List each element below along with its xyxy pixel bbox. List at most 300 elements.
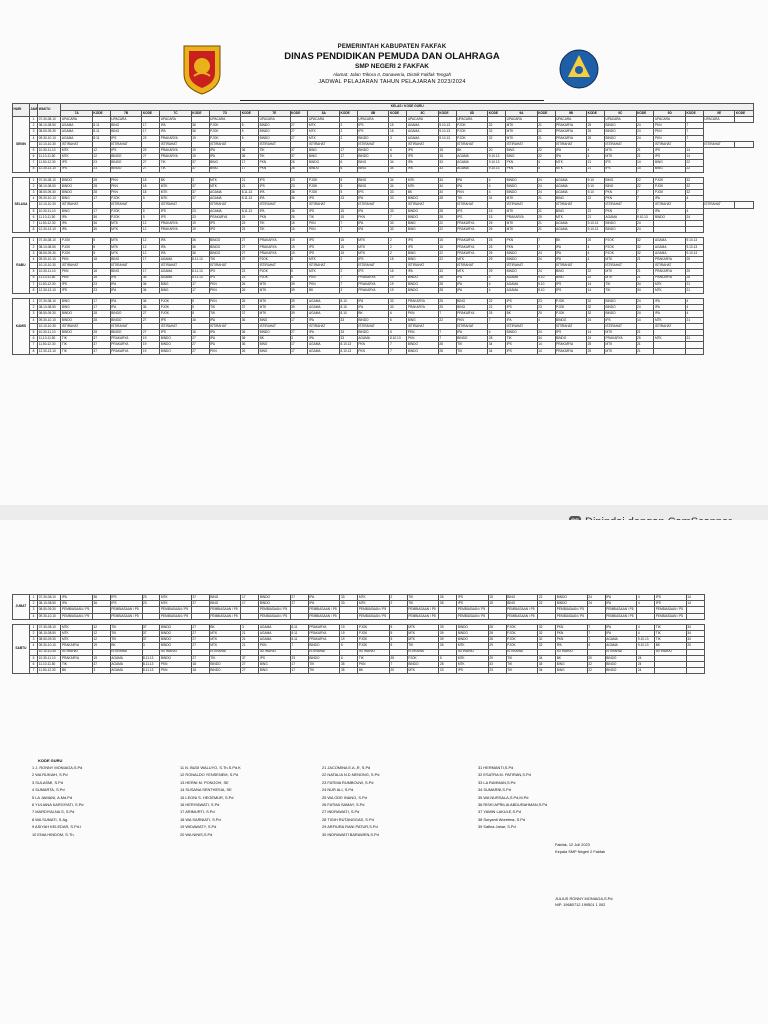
teacher-code-cell: 33: [438, 166, 456, 172]
subject-cell: TIK: [61, 336, 93, 342]
teacher-legend-item: 16 HERIYAWATI, S.Pd: [180, 802, 220, 808]
day-name: SELASA: [13, 177, 30, 233]
subject-cell: BINDO: [160, 655, 192, 661]
subject-cell: MTK: [308, 269, 340, 275]
subject-cell: IPS: [357, 256, 389, 262]
subject-cell: ISTIRAHAT: [506, 141, 538, 147]
subject-cell: PJOK: [160, 299, 192, 305]
subject-cell: PKN: [209, 348, 241, 354]
subject-cell: MTK: [61, 624, 93, 630]
subject-cell: PKN: [556, 637, 588, 643]
subject-cell: AGAMA: [605, 643, 637, 649]
subject-cell: IPA: [160, 244, 192, 250]
subject-cell: ISTIRAHAT: [110, 323, 142, 329]
subject-cell: PKN: [110, 177, 142, 183]
subject-cell: IPA: [605, 624, 637, 630]
subject-cell: PRAKARYA: [456, 311, 488, 317]
subject-cell: BINDO: [605, 655, 637, 661]
period-time: 08.50-09.30: [38, 637, 61, 643]
teacher-code-cell: 7: [389, 342, 407, 348]
teacher-code-cell: 15: [438, 147, 456, 153]
teacher-code-cell: 9.10: [587, 183, 605, 189]
teacher-code-cell: 9.10.13: [685, 250, 703, 256]
subject-cell: IPS: [110, 135, 142, 141]
subject-cell: MTK: [160, 183, 192, 189]
teacher-code-cell: 3: [241, 624, 259, 630]
teacher-code-cell: 36: [241, 336, 259, 342]
subject-cell: MTK: [407, 668, 439, 674]
subject-cell: IPS: [308, 250, 340, 256]
teacher-code-cell: 19: [191, 227, 209, 233]
subject-cell: TIK: [308, 214, 340, 220]
teacher-code-cell: 4: [488, 183, 506, 189]
teacher-code-cell: 2: [340, 269, 358, 275]
teacher-code-cell: 3: [142, 643, 160, 649]
subject-cell: IPS: [110, 147, 142, 153]
subject-cell: IPS: [506, 342, 538, 348]
teacher-code-cell: 8.11.13: [191, 269, 209, 275]
teacher-code-cell: 17: [142, 256, 160, 262]
teacher-legend-item: 29 ARFIURA RANI PATUR,S.Pd: [322, 824, 378, 830]
teacher-code-cell: 5: [142, 208, 160, 214]
teacher-legend-item: 7 MARDIYALNA S, S.Pd: [32, 809, 75, 815]
subject-cell: IPS: [259, 177, 291, 183]
subject-cell: TIK: [259, 154, 291, 160]
teacher-code-cell: 24: [636, 227, 654, 233]
teacher-code-cell: 26: [241, 287, 259, 293]
teacher-code-cell: 32: [685, 190, 703, 196]
teacher-code-cell: 22: [537, 154, 555, 160]
subject-cell: PKN: [160, 661, 192, 667]
subject-cell: MTK: [110, 244, 142, 250]
teacher-code-cell: 7: [438, 336, 456, 342]
subject-cell: PKN: [110, 190, 142, 196]
subject-cell: PJOK: [654, 177, 686, 183]
subject-cell: MTK: [61, 154, 93, 160]
teacher-code-cell: 4: [587, 250, 605, 256]
subject-cell: IPA: [407, 160, 439, 166]
subject-cell: TIK: [456, 196, 488, 202]
teacher-code-cell: 33: [340, 601, 358, 607]
subject-cell: MTK: [605, 147, 637, 153]
teacher-code-cell: 36: [142, 281, 160, 287]
teacher-code-cell: 7: [340, 221, 358, 227]
subject-cell: BING: [555, 269, 587, 275]
subject-cell: AGAMA: [555, 177, 587, 183]
teacher-code-cell: 36: [241, 317, 259, 323]
teacher-code-cell: 24: [637, 655, 655, 661]
teacher-legend-item: 5 LA JAMANI, A.Md.Pd: [32, 794, 73, 800]
subject-cell: PJOK: [259, 269, 291, 275]
subject-cell: MTK: [110, 227, 142, 233]
subject-cell: PKN: [456, 317, 488, 323]
teacher-code-cell: 37: [290, 147, 308, 153]
teacher-code-cell: 21: [587, 214, 605, 220]
teacher-code-cell: 12: [142, 221, 160, 227]
subject-cell: BINDO: [654, 214, 686, 220]
teacher-code-cell: 19: [191, 154, 209, 160]
teacher-code-cell: 25: [685, 269, 703, 275]
period-time: 10.10-10.30: [38, 649, 61, 655]
letterhead-rule: [240, 100, 544, 101]
teacher-code-cell: 5: [389, 630, 407, 636]
subject-cell: ISTIRAHAT: [357, 323, 389, 329]
teacher-code-cell: 16: [191, 317, 209, 323]
schedule-table-page1: [12, 103, 754, 355]
subject-cell: PRAKARYA: [456, 221, 488, 227]
subject-cell: IPA: [110, 275, 142, 281]
subject-cell: IPS: [407, 244, 439, 250]
subject-cell: ISTIRAHAT: [654, 263, 686, 269]
subject-cell: MTK: [357, 244, 389, 250]
subject-cell: PEMBIASAAN / P5: [605, 613, 637, 619]
teacher-code-cell: 29: [488, 643, 506, 649]
period-time: 11.10-11.50: [38, 154, 61, 160]
teacher-code-cell: 25: [488, 311, 506, 317]
legend-column-4: [478, 764, 547, 831]
teacher-code-cell: 37: [192, 595, 210, 601]
subject-cell: MTK: [605, 342, 637, 348]
teacher-code-cell: 21: [537, 129, 555, 135]
subject-cell: IPA: [110, 299, 142, 305]
teacher-legend-item: 3 SULASMI, S.Pd: [32, 779, 63, 785]
subject-cell: PEMBIASAAN / P5: [407, 607, 439, 613]
teacher-code-cell: 8.11.13: [142, 661, 160, 667]
subject-cell: MTK: [160, 190, 192, 196]
subject-cell: ISTIRAHAT: [209, 202, 241, 208]
subject-cell: MTK: [506, 135, 538, 141]
teacher-code-cell: 25: [587, 135, 605, 141]
teacher-code-cell: 8.11.13: [241, 190, 259, 196]
teacher-code-cell: 2: [340, 123, 358, 129]
teacher-code-cell: 14: [636, 166, 654, 172]
teacher-code-cell: 24: [537, 190, 555, 196]
teacher-legend-item: 10 ENIA HINDOM, S.Th.: [32, 831, 75, 837]
teacher-code-cell: 17: [241, 166, 259, 172]
teacher-code-cell: 19: [340, 630, 358, 636]
teacher-code-cell: 4: [637, 601, 655, 607]
teacher-code-cell: 18: [142, 190, 160, 196]
teacher-code-cell: 35: [439, 595, 457, 601]
subject-cell: PRAKARYA: [456, 238, 488, 244]
subject-cell: BK: [407, 190, 439, 196]
subject-cell: BINDO: [308, 160, 340, 166]
teacher-code-cell: 19: [93, 643, 111, 649]
teacher-code-cell: 29: [488, 269, 506, 275]
teacher-code-cell: 15: [340, 244, 358, 250]
teacher-code-cell: [735, 117, 754, 123]
subject-cell: BING: [506, 147, 538, 153]
period-number: 4: [29, 317, 37, 323]
subject-cell: BK: [357, 311, 389, 317]
kode-header: KODE: [438, 110, 456, 117]
subject-cell: PKN: [407, 311, 439, 317]
subject-cell: IPA: [456, 287, 488, 293]
subject-cell: BINDO: [506, 177, 538, 183]
subject-cell: BING: [259, 661, 291, 667]
subject-cell: BING: [61, 196, 93, 202]
teacher-code-cell: 7: [438, 330, 456, 336]
header-school: SMP NEGERI 2 FAKFAK: [355, 63, 429, 70]
teacher-code-cell: 9.10.13: [488, 154, 506, 160]
subject-cell: PEMBIASAAN / P5: [655, 607, 687, 613]
period-time: 08.50-09.30: [38, 250, 61, 256]
subject-cell: ISTIRAHAT: [61, 649, 93, 655]
teacher-code-cell: 19: [389, 287, 407, 293]
subject-cell: PRAKARYA: [555, 342, 587, 348]
teacher-code-cell: 4: [685, 311, 703, 317]
period-number: 4: [29, 196, 37, 202]
subject-cell: MTK: [555, 166, 587, 172]
teacher-code-cell: 17: [142, 123, 160, 129]
subject-cell: BINDO: [259, 123, 291, 129]
subject-cell: PEMBIASAAN / P5: [407, 613, 439, 619]
subject-cell: BING: [456, 305, 488, 311]
teacher-code-cell: 29: [488, 655, 506, 661]
subject-cell: ISTIRAHAT: [456, 263, 488, 269]
teacher-code-cell: 9.10.13: [685, 244, 703, 250]
teacher-code-cell: 4: [537, 317, 555, 323]
subject-cell: BINDO: [555, 317, 587, 323]
period-number: 1: [29, 177, 37, 183]
teacher-legend-item: 2 WA RUKIAH, S.Pd: [32, 772, 68, 778]
subject-cell: PJOK: [605, 238, 637, 244]
subject-cell: TIK: [605, 287, 637, 293]
period-number: 1: [29, 595, 37, 601]
subject-cell: BINDO: [456, 336, 488, 342]
class-header: 9E: [703, 110, 735, 117]
subject-cell: BINDO: [605, 661, 637, 667]
teacher-code-cell: 4: [685, 299, 703, 305]
subject-cell: IPA: [506, 317, 538, 323]
teacher-code-cell: 5: [340, 183, 358, 189]
teacher-code-cell: 4: [637, 624, 655, 630]
class-header: 9A: [506, 110, 538, 117]
subject-cell: IPS: [555, 287, 587, 293]
teacher-code-cell: 36: [290, 196, 308, 202]
teacher-code-cell: 32: [636, 238, 654, 244]
teacher-code-cell: 33: [340, 330, 358, 336]
teacher-code-cell: 19: [340, 624, 358, 630]
subject-cell: PRAKARYA: [160, 227, 192, 233]
subject-cell: MTK: [358, 601, 390, 607]
subject-cell: BING: [160, 281, 192, 287]
subject-cell: ISTIRAHAT: [556, 649, 588, 655]
subject-cell: IPS: [209, 269, 241, 275]
subject-cell: AGAMA: [160, 275, 192, 281]
teacher-code-cell: 27: [192, 630, 210, 636]
subject-cell: PRAKARYA: [160, 221, 192, 227]
teacher-code-cell: 4: [685, 305, 703, 311]
teacher-code-cell: 17: [290, 661, 308, 667]
teacher-code-cell: 14: [685, 154, 703, 160]
subject-cell: PEMBIASAAN / P5: [457, 607, 489, 613]
subject-cell: IPS: [407, 238, 439, 244]
subject-cell: IPS: [259, 655, 291, 661]
subject-cell: IPA: [407, 269, 439, 275]
subject-cell: TIK: [259, 221, 291, 227]
teacher-code-cell: 32: [685, 177, 703, 183]
subject-cell: IPA: [61, 221, 93, 227]
teacher-code-cell: 36: [142, 299, 160, 305]
subject-cell: BING: [209, 595, 241, 601]
teacher-code-cell: 8.10: [340, 305, 358, 311]
subject-cell: ISTIRAHAT: [259, 141, 291, 147]
class-header: 9D: [654, 110, 686, 117]
teacher-code-cell: 32: [587, 299, 605, 305]
teacher-code-cell: 36: [191, 244, 209, 250]
subject-cell: PEMBIASAAN / P5: [308, 607, 340, 613]
subject-cell: PEMBIASAAN / P5: [110, 607, 142, 613]
subject-cell: ISTIRAHAT: [407, 323, 439, 329]
teacher-code-cell: 6: [389, 147, 407, 153]
subject-cell: BINDO: [407, 661, 439, 667]
subject-cell: BING: [357, 177, 389, 183]
teacher-code-cell: 17: [290, 317, 308, 323]
teacher-code-cell: 9.10.13: [636, 214, 654, 220]
subject-cell: ISTIRAHAT: [407, 649, 439, 655]
teacher-code-cell: 29: [488, 256, 506, 262]
teacher-code-cell: 24: [636, 311, 654, 317]
subject-cell: BINDO: [555, 336, 587, 342]
subject-cell: PEMBIASAAN / P5: [457, 613, 489, 619]
subject-cell: MTK: [506, 221, 538, 227]
teacher-code-cell: 5: [191, 305, 209, 311]
subject-cell: PKN: [654, 135, 686, 141]
teacher-code-cell: 23: [340, 196, 358, 202]
subject-cell: BINDO: [209, 668, 241, 674]
subject-cell: BING: [259, 348, 291, 354]
subject-cell: PJOK: [654, 183, 686, 189]
period-time: 11.10-11.50: [38, 336, 61, 342]
period-time: 10.30-11.10: [38, 208, 61, 214]
subject-cell: BING: [555, 196, 587, 202]
teacher-legend-item: 39 Safina Jahar, S.Pd: [478, 824, 516, 830]
subject-cell: BING: [209, 601, 241, 607]
subject-cell: BINDO: [61, 177, 93, 183]
teacher-code-cell: 7: [290, 643, 308, 649]
teacher-code-cell: 15: [438, 154, 456, 160]
subject-cell: TIK: [110, 630, 142, 636]
subject-cell: BINDO: [457, 630, 489, 636]
subject-cell: BINDO: [407, 214, 439, 220]
subject-cell: TIK: [655, 637, 687, 643]
subject-cell: PRAKARYA: [357, 275, 389, 281]
teacher-legend-item: 6 YULIANA KARGIYATI, S.Pd: [32, 802, 84, 808]
period-time: 08.50-09.30: [38, 607, 61, 613]
signature-title: Kepala SMP Negeri 2 Fakfak: [555, 849, 606, 854]
teacher-code-cell: 36: [290, 208, 308, 214]
teacher-code-cell: 17: [241, 160, 259, 166]
subject-cell: AGAMA: [259, 637, 291, 643]
subject-cell: PJOK: [605, 250, 637, 256]
teacher-code-cell: 15: [488, 601, 506, 607]
subject-cell: AGAMA: [407, 135, 439, 141]
subject-cell: IPS: [160, 214, 192, 220]
teacher-code-cell: 22: [587, 661, 605, 667]
teacher-code-cell: 6: [389, 154, 407, 160]
period-number: 2: [29, 183, 37, 189]
subject-cell: PKN: [358, 661, 390, 667]
subject-cell: MTK: [209, 630, 241, 636]
subject-cell: PRAKARYA: [209, 214, 241, 220]
subject-cell: TIK: [407, 643, 439, 649]
period-number: 1: [29, 238, 37, 244]
subject-cell: ISTIRAHAT: [605, 263, 637, 269]
teacher-legend-item: 31 HERMANTI,S.Pd: [478, 765, 514, 770]
subject-cell: MTK: [160, 196, 192, 202]
subject-cell: AGAMA: [308, 311, 340, 317]
subject-cell: ISTIRAHAT: [654, 141, 686, 147]
subject-cell: ISTIRAHAT: [605, 649, 637, 655]
subject-cell: ISTIRAHAT: [605, 323, 637, 329]
teacher-code-cell: 17: [290, 342, 308, 348]
teacher-legend-item: 19 WIDAWATY, S.Pd: [180, 824, 217, 830]
teacher-code-cell: 7: [389, 348, 407, 354]
subject-cell: TIK: [506, 655, 538, 661]
period-number: 2: [29, 244, 37, 250]
period-number: 7: [29, 342, 37, 348]
subject-cell: IPA: [654, 311, 686, 317]
subject-cell: AGAMA: [456, 154, 488, 160]
teacher-code-cell: 36: [191, 250, 209, 256]
subject-cell: PRAKARYA: [555, 123, 587, 129]
teacher-code-cell: 25: [488, 250, 506, 256]
teacher-code-cell: 6: [389, 330, 407, 336]
subject-cell: BING: [605, 177, 637, 183]
teacher-code-cell: 37: [142, 624, 160, 630]
teacher-code-cell: 21: [537, 227, 555, 233]
subject-cell: TIK: [407, 595, 439, 601]
subject-cell: IPA: [209, 336, 241, 342]
teacher-code-cell: 32: [488, 123, 506, 129]
teacher-code-cell: [686, 668, 704, 674]
teacher-code-cell: [735, 141, 754, 147]
subject-cell: AGAMA: [555, 183, 587, 189]
class-header: 7A: [61, 110, 93, 117]
teacher-code-cell: 8.11.13: [142, 668, 160, 674]
subject-cell: MTK: [259, 287, 291, 293]
period-time: 11.50-12.30: [38, 221, 61, 227]
teacher-code-cell: 33: [439, 668, 457, 674]
teacher-code-cell: 15: [290, 227, 308, 233]
class-header: 8B: [357, 110, 389, 117]
subject-cell: IPA: [209, 154, 241, 160]
period-time: 10.30-11.10: [38, 330, 61, 336]
subject-cell: AGAMA: [456, 160, 488, 166]
subject-cell: IPA: [308, 317, 340, 323]
teacher-code-cell: 39: [290, 287, 308, 293]
subject-cell: MTK: [506, 129, 538, 135]
period-number: 4: [29, 643, 37, 649]
period-time: 12.30-13.10: [38, 348, 61, 354]
subject-cell: BING: [654, 166, 686, 172]
teacher-code-cell: 12: [142, 244, 160, 250]
subject-cell: MTK: [506, 123, 538, 129]
teacher-code-cell: 15: [389, 256, 407, 262]
subject-cell: MTK: [209, 183, 241, 189]
subject-cell: PRAKARYA: [654, 256, 686, 262]
subject-cell: MTK: [110, 238, 142, 244]
teacher-code-cell: 14: [537, 342, 555, 348]
teacher-code-cell: 8.10.13: [389, 336, 407, 342]
subject-cell: PJOK: [209, 129, 241, 135]
teacher-code-cell: 37: [241, 655, 259, 661]
teacher-code-cell: 14: [587, 287, 605, 293]
teacher-code-cell: 32: [587, 311, 605, 317]
subject-cell: IPA: [308, 336, 340, 342]
subject-cell: BINDO: [605, 123, 637, 129]
